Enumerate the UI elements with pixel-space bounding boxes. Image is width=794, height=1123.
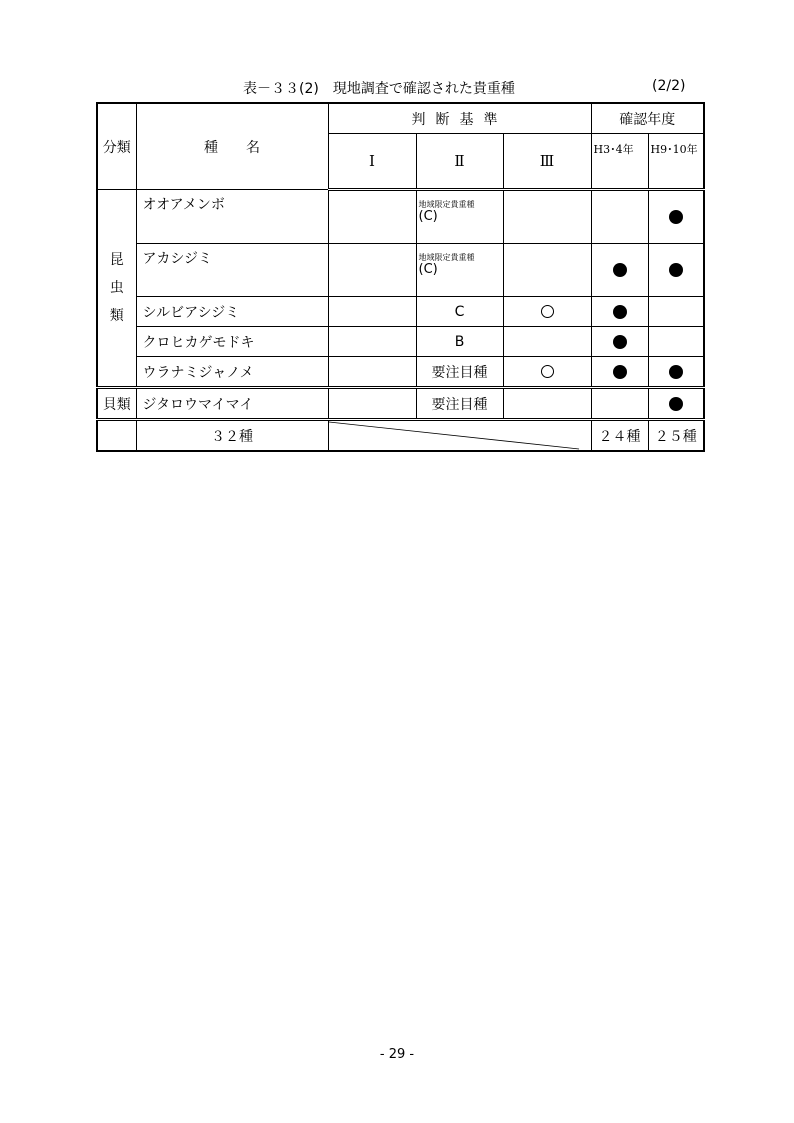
year2-cell: [648, 244, 704, 297]
species-name: ジタロウマイマイ: [136, 388, 328, 420]
header-criteria-1: Ⅰ: [328, 134, 416, 190]
crit2-cell: C: [416, 297, 503, 327]
criteria-circle: [541, 305, 554, 318]
confirmed-dot: [613, 335, 627, 349]
crit2-cell: 要注目種: [416, 357, 503, 388]
confirmed-dot: [669, 397, 683, 411]
crit3-cell: [503, 327, 591, 357]
criteria-circle: [541, 365, 554, 378]
totals-row: [97, 420, 704, 452]
year2-cell: [648, 297, 704, 327]
table-caption: [0, 78, 794, 98]
crit3-cell: [503, 190, 591, 244]
year2-cell: [648, 190, 704, 244]
header-year-h9-10: H9･10年: [648, 134, 704, 190]
header-confirmed-year: 確認年度: [591, 103, 704, 134]
table-row: [97, 297, 704, 327]
species-name: アカシジミ: [136, 244, 328, 297]
header-criteria-3: Ⅲ: [503, 134, 591, 190]
species-total: ３２種: [136, 420, 328, 452]
table-row: [97, 357, 704, 388]
table-row: [97, 190, 704, 244]
year2-cell: [648, 327, 704, 357]
table-title: 表－３３(2) 現地調査で確認された貴重種: [243, 81, 515, 97]
criteria-total-blank: [328, 420, 591, 452]
confirmed-dot: [669, 263, 683, 277]
table-page-index: (2/2): [652, 78, 686, 94]
group-shellfish: 貝類: [97, 388, 136, 420]
crit3-cell: [503, 357, 591, 388]
crit1-cell: [328, 327, 416, 357]
crit3-cell: [503, 244, 591, 297]
header-classification: 分類: [97, 103, 136, 190]
totals-blank: [97, 420, 136, 452]
year1-total: ２４種: [591, 420, 648, 452]
diagonal-line: [329, 421, 591, 450]
rare-species-table: [96, 102, 705, 452]
species-name: ウラナミジャノメ: [136, 357, 328, 388]
crit2-cell: 要注目種: [416, 388, 503, 420]
crit1-cell: [328, 297, 416, 327]
crit3-cell: [503, 297, 591, 327]
year2-cell: [648, 388, 704, 420]
year1-cell: [591, 388, 648, 420]
confirmed-dot: [613, 305, 627, 319]
crit3-cell: [503, 388, 591, 420]
year1-cell: [591, 190, 648, 244]
table-row: [97, 388, 704, 420]
crit1-cell: [328, 357, 416, 388]
confirmed-dot: [669, 210, 683, 224]
year1-cell: [591, 244, 648, 297]
header-row-1: [97, 103, 704, 134]
year1-cell: [591, 297, 648, 327]
crit2-cell: 地域限定貴重種 (C): [416, 244, 503, 297]
crit2-cell: B: [416, 327, 503, 357]
year2-cell: [648, 357, 704, 388]
header-criteria-2: Ⅱ: [416, 134, 503, 190]
year1-cell: [591, 357, 648, 388]
page-number: - 29 -: [379, 1047, 415, 1062]
table-row: [97, 244, 704, 297]
group-insects: 昆 虫 類: [97, 190, 136, 388]
year1-cell: [591, 327, 648, 357]
species-name: オオアメンボ: [136, 190, 328, 244]
crit2-cell: 地域限定貴重種 (C): [416, 190, 503, 244]
header-year-h3-4: H3･4年: [591, 134, 648, 190]
table-row: [97, 327, 704, 357]
crit1-cell: [328, 190, 416, 244]
year2-total: ２５種: [648, 420, 704, 452]
crit1-cell: [328, 388, 416, 420]
header-species-name: 種 名: [136, 103, 328, 190]
crit1-cell: [328, 244, 416, 297]
confirmed-dot: [613, 365, 627, 379]
header-criteria: 判断基準: [328, 103, 591, 134]
species-name: シルビアシジミ: [136, 297, 328, 327]
species-name: クロヒカゲモドキ: [136, 327, 328, 357]
confirmed-dot: [669, 365, 683, 379]
confirmed-dot: [613, 263, 627, 277]
